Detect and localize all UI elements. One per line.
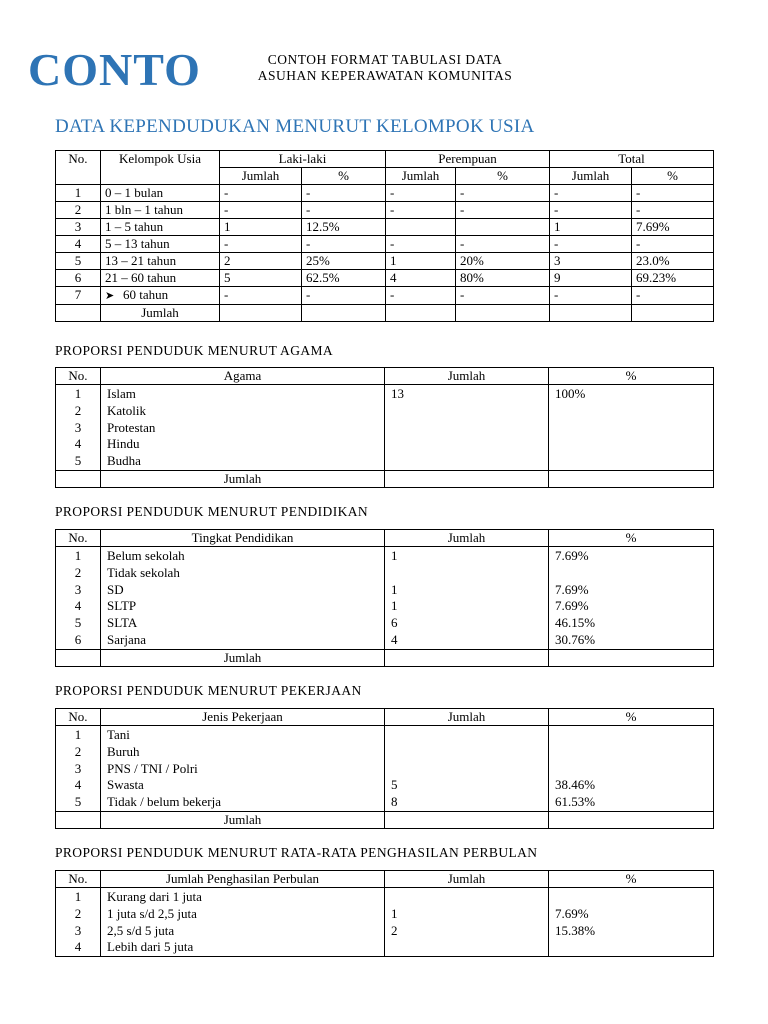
table-row bbox=[56, 219, 714, 236]
header-pct: % bbox=[549, 709, 714, 726]
list-item: 4 bbox=[74, 436, 82, 452]
header-no: No. bbox=[56, 151, 101, 185]
age-table bbox=[55, 150, 714, 322]
header-religion: Agama bbox=[101, 368, 385, 385]
list-item: 6 bbox=[74, 631, 82, 647]
income-no-list bbox=[56, 888, 101, 957]
list-item: 7.69% bbox=[555, 548, 589, 563]
job-section-title: PROPORSI PENDUDUK MENURUT PEKERJAAN bbox=[55, 683, 362, 698]
cell-no: 5 bbox=[56, 253, 101, 270]
table-row bbox=[56, 185, 714, 202]
list-item: Hindu bbox=[107, 436, 140, 452]
header-male-pct: % bbox=[302, 168, 386, 185]
list-item bbox=[391, 565, 544, 582]
cell-m-p: 12.5% bbox=[302, 219, 386, 236]
list-item: 1 bbox=[391, 548, 398, 563]
list-item: 5 bbox=[74, 453, 82, 469]
list-item: 1 bbox=[74, 548, 82, 563]
list-item: 7.69% bbox=[555, 581, 589, 597]
education-no-list bbox=[56, 547, 101, 650]
cell-t-p: 69.23% bbox=[632, 270, 714, 287]
cell-t-p: - bbox=[632, 287, 714, 305]
list-item: 100% bbox=[555, 386, 586, 401]
list-item bbox=[555, 420, 709, 437]
list-item: SLTA bbox=[107, 615, 138, 631]
header-education: Tingkat Pendidikan bbox=[101, 530, 385, 547]
header-pct: % bbox=[549, 530, 714, 547]
cell-group: 1 bln – 1 tahun bbox=[101, 202, 220, 219]
cell-f-p: 20% bbox=[456, 253, 550, 270]
list-item: Tidak / belum bekerja bbox=[107, 794, 221, 810]
list-item: 1 juta s/d 2,5 juta bbox=[107, 905, 197, 921]
header-female-pct: % bbox=[456, 168, 550, 185]
cell-no: 1 bbox=[56, 185, 101, 202]
logo-text: CONTO bbox=[28, 44, 201, 95]
cell-m-p: - bbox=[302, 236, 386, 253]
table-row bbox=[56, 236, 714, 253]
list-item: Tani bbox=[107, 727, 130, 742]
header-jumlah: Jumlah bbox=[385, 530, 549, 547]
list-item: 1 bbox=[74, 386, 82, 401]
education-item-list bbox=[101, 547, 385, 650]
income-table bbox=[55, 870, 714, 957]
cell-f-n: - bbox=[386, 236, 456, 253]
header-jumlah: Jumlah bbox=[385, 709, 549, 726]
list-item: 1 bbox=[391, 905, 398, 921]
list-item: 3 bbox=[74, 581, 82, 597]
list-item bbox=[391, 744, 544, 761]
list-item bbox=[391, 403, 544, 420]
arrow-bullet-icon: ➤ bbox=[105, 289, 115, 302]
header-no: No. bbox=[56, 530, 101, 547]
cell-no: 6 bbox=[56, 270, 101, 287]
cell-no: 7 bbox=[56, 287, 101, 305]
list-item: Katolik bbox=[107, 402, 146, 418]
list-item: 15.38% bbox=[555, 922, 596, 938]
list-item: 5 bbox=[74, 794, 82, 810]
cell-group: 21 – 60 tahun bbox=[101, 270, 220, 287]
religion-item-list bbox=[101, 385, 385, 471]
header-job: Jenis Pekerjaan bbox=[101, 709, 385, 726]
list-item: 1 bbox=[74, 889, 82, 904]
list-item: 2,5 s/d 5 juta bbox=[107, 922, 175, 938]
header-total: Total bbox=[550, 151, 714, 168]
cell-t-n: 9 bbox=[550, 270, 632, 287]
cell-m-p: 25% bbox=[302, 253, 386, 270]
list-item: 2 bbox=[391, 922, 398, 938]
list-item: 7.69% bbox=[555, 598, 589, 614]
header-female-jumlah: Jumlah bbox=[386, 168, 456, 185]
list-item: 13 bbox=[391, 386, 404, 401]
list-item: 2 bbox=[74, 905, 82, 921]
list-item: 61.53% bbox=[555, 794, 596, 810]
cell-m-n: - bbox=[220, 236, 302, 253]
cell-no: 2 bbox=[56, 202, 101, 219]
religion-no-list bbox=[56, 385, 101, 471]
cell-t-p: 23.0% bbox=[632, 253, 714, 270]
religion-count-list bbox=[385, 385, 549, 471]
list-item bbox=[555, 939, 709, 956]
cell-m-n: - bbox=[220, 287, 302, 305]
list-item bbox=[555, 761, 709, 778]
header-no: No. bbox=[56, 368, 101, 385]
list-item: PNS / TNI / Polri bbox=[107, 760, 198, 776]
cell-t-n: - bbox=[550, 287, 632, 305]
list-item: 2 bbox=[74, 564, 82, 580]
job-table bbox=[55, 708, 714, 829]
religion-total-label: Jumlah bbox=[101, 470, 385, 487]
cell-m-p: 62.5% bbox=[302, 270, 386, 287]
list-item bbox=[391, 420, 544, 437]
list-item: 6 bbox=[391, 615, 398, 631]
table-row bbox=[56, 270, 714, 287]
job-no-list bbox=[56, 726, 101, 812]
age-section-title: DATA KEPENDUDUKAN MENURUT KELOMPOK USIA bbox=[55, 116, 535, 137]
religion-table bbox=[55, 367, 714, 488]
header-no: No. bbox=[56, 709, 101, 726]
list-item: 2 bbox=[74, 743, 82, 759]
income-section-title: PROPORSI PENDUDUK MENURUT RATA-RATA PENGHASILAN PERBULAN bbox=[55, 845, 538, 860]
cell-m-n: 2 bbox=[220, 253, 302, 270]
list-item: SLTP bbox=[107, 598, 137, 614]
list-item: 4 bbox=[74, 598, 82, 614]
cell-f-p: - bbox=[456, 202, 550, 219]
list-item: 1 bbox=[391, 581, 398, 597]
list-item bbox=[391, 453, 544, 470]
cell-m-p: - bbox=[302, 202, 386, 219]
cell-f-n bbox=[386, 219, 456, 236]
job-count-list bbox=[385, 726, 549, 812]
education-total-label: Jumlah bbox=[101, 649, 385, 666]
religion-section-title: PROPORSI PENDUDUK MENURUT AGAMA bbox=[55, 343, 334, 358]
income-item-list bbox=[101, 888, 385, 957]
education-count-list bbox=[385, 547, 549, 650]
list-item bbox=[391, 939, 544, 956]
list-item bbox=[555, 744, 709, 761]
header-line-1: CONTOH FORMAT TABULASI DATA bbox=[267, 52, 503, 67]
list-item: Budha bbox=[107, 453, 141, 469]
list-item: SD bbox=[107, 581, 124, 597]
list-item: 8 bbox=[391, 794, 398, 810]
table-row bbox=[56, 253, 714, 270]
list-item bbox=[555, 565, 709, 582]
cell-group-text: 60 tahun bbox=[123, 287, 169, 302]
cell-m-p: - bbox=[302, 185, 386, 202]
cell-no: 3 bbox=[56, 219, 101, 236]
list-item: 3 bbox=[74, 760, 82, 776]
cell-group: 5 – 13 tahun bbox=[101, 236, 220, 253]
cell-m-n: 1 bbox=[220, 219, 302, 236]
list-item: 5 bbox=[74, 615, 82, 631]
list-item: 46.15% bbox=[555, 615, 596, 631]
table-row bbox=[56, 202, 714, 219]
header-jumlah: Jumlah bbox=[385, 368, 549, 385]
education-pct-list bbox=[549, 547, 714, 650]
list-item bbox=[555, 403, 709, 420]
header-total-pct: % bbox=[632, 168, 714, 185]
cell-f-p bbox=[456, 219, 550, 236]
list-item bbox=[555, 889, 709, 906]
list-item: 7.69% bbox=[555, 905, 589, 921]
education-section-title: PROPORSI PENDUDUK MENURUT PENDIDIKAN bbox=[55, 504, 369, 519]
header-female: Perempuan bbox=[386, 151, 550, 168]
list-item: 30.76% bbox=[555, 631, 596, 647]
list-item: 3 bbox=[74, 922, 82, 938]
list-item: Buruh bbox=[107, 743, 140, 759]
cell-t-n: - bbox=[550, 236, 632, 253]
age-total-label: Jumlah bbox=[101, 305, 220, 322]
cell-m-n: - bbox=[220, 185, 302, 202]
list-item: 3 bbox=[74, 419, 82, 435]
header-age-group: Kelompok Usia bbox=[101, 151, 220, 185]
header-jumlah: Jumlah bbox=[385, 871, 549, 888]
list-item: Lebih dari 5 juta bbox=[107, 939, 194, 955]
list-item: Sarjana bbox=[107, 631, 146, 647]
list-item bbox=[391, 761, 544, 778]
cell-f-p: - bbox=[456, 287, 550, 305]
list-item: 1 bbox=[391, 598, 398, 614]
list-item: 4 bbox=[391, 631, 398, 647]
cell-t-n: - bbox=[550, 185, 632, 202]
list-item bbox=[391, 727, 544, 744]
job-pct-list bbox=[549, 726, 714, 812]
list-item: 4 bbox=[74, 777, 82, 793]
list-item: Tidak sekolah bbox=[107, 564, 180, 580]
religion-pct-list bbox=[549, 385, 714, 471]
income-pct-list bbox=[549, 888, 714, 957]
list-item: Swasta bbox=[107, 777, 144, 793]
cell-f-n: - bbox=[386, 202, 456, 219]
list-item: Protestan bbox=[107, 419, 156, 435]
cell-group bbox=[101, 287, 220, 305]
list-item: 4 bbox=[74, 939, 82, 955]
header-pct: % bbox=[549, 368, 714, 385]
header-line-2: ASUHAN KEPERAWATAN KOMUNITAS bbox=[257, 68, 513, 83]
cell-group: 1 – 5 tahun bbox=[101, 219, 220, 236]
cell-t-p: 7.69% bbox=[632, 219, 714, 236]
cell-m-n: 5 bbox=[220, 270, 302, 287]
cell-m-p: - bbox=[302, 287, 386, 305]
table-row bbox=[56, 287, 714, 305]
cell-f-n: 1 bbox=[386, 253, 456, 270]
list-item bbox=[391, 889, 544, 906]
income-count-list bbox=[385, 888, 549, 957]
header-male: Laki-laki bbox=[220, 151, 386, 168]
list-item bbox=[555, 453, 709, 470]
cell-t-p: - bbox=[632, 236, 714, 253]
job-total-label: Jumlah bbox=[101, 811, 385, 828]
age-table-body bbox=[56, 185, 714, 305]
education-table bbox=[55, 529, 714, 667]
cell-t-n: - bbox=[550, 202, 632, 219]
list-item: 1 bbox=[74, 727, 82, 742]
cell-f-p: 80% bbox=[456, 270, 550, 287]
cell-no: 4 bbox=[56, 236, 101, 253]
list-item bbox=[555, 727, 709, 744]
header-income: Jumlah Penghasilan Perbulan bbox=[101, 871, 385, 888]
header-total-jumlah: Jumlah bbox=[550, 168, 632, 185]
list-item bbox=[555, 436, 709, 453]
header-male-jumlah: Jumlah bbox=[220, 168, 302, 185]
list-item: 5 bbox=[391, 777, 398, 793]
cell-group: 0 – 1 bulan bbox=[101, 185, 220, 202]
header-no: No. bbox=[56, 871, 101, 888]
cell-m-n: - bbox=[220, 202, 302, 219]
list-item bbox=[391, 436, 544, 453]
list-item: Kurang dari 1 juta bbox=[107, 889, 202, 904]
cell-f-n: 4 bbox=[386, 270, 456, 287]
document-header bbox=[220, 52, 550, 84]
cell-t-n: 3 bbox=[550, 253, 632, 270]
header-pct: % bbox=[549, 871, 714, 888]
list-item: 2 bbox=[74, 402, 82, 418]
cell-f-p: - bbox=[456, 236, 550, 253]
cell-f-n: - bbox=[386, 185, 456, 202]
cell-t-p: - bbox=[632, 202, 714, 219]
list-item: 38.46% bbox=[555, 777, 596, 793]
cell-f-n: - bbox=[386, 287, 456, 305]
cell-t-n: 1 bbox=[550, 219, 632, 236]
cell-t-p: - bbox=[632, 185, 714, 202]
job-item-list bbox=[101, 726, 385, 812]
cell-group: 13 – 21 tahun bbox=[101, 253, 220, 270]
list-item: Islam bbox=[107, 386, 136, 401]
list-item: Belum sekolah bbox=[107, 548, 185, 563]
cell-f-p: - bbox=[456, 185, 550, 202]
